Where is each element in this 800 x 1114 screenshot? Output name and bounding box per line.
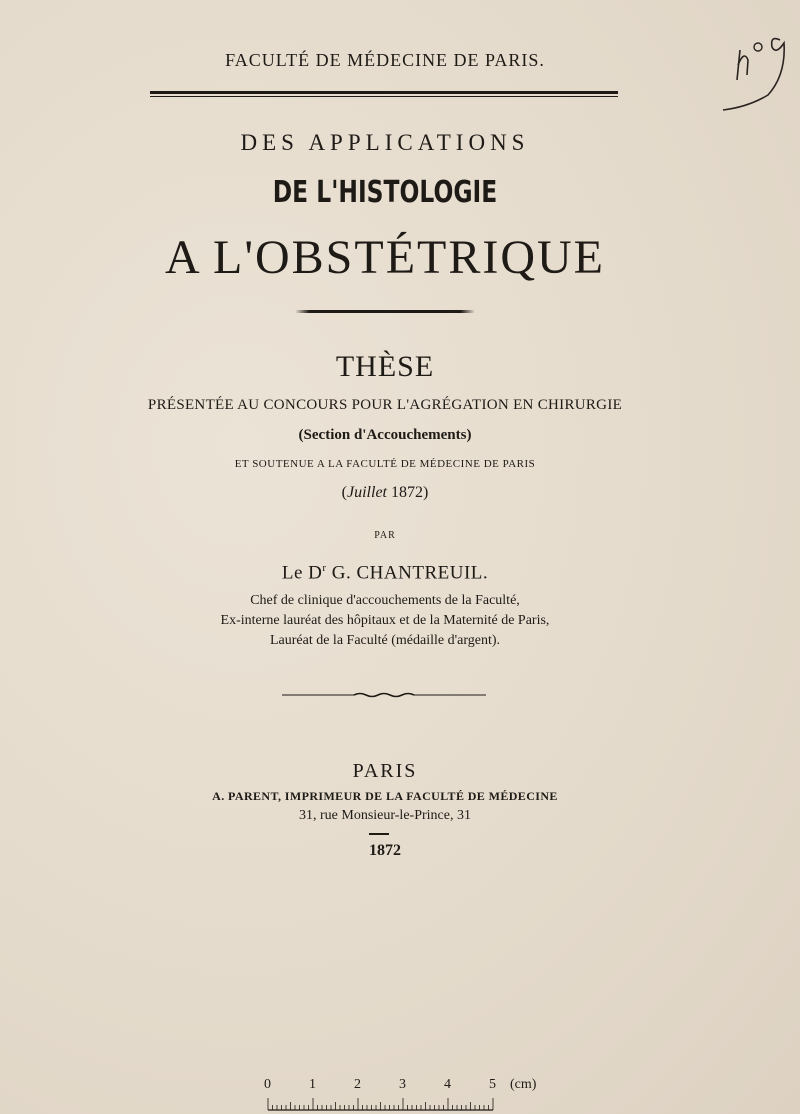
scale-unit: (cm): [510, 1077, 537, 1092]
by-label: PAR: [374, 530, 396, 541]
handwritten-annotation-n9: [718, 25, 793, 115]
ornamental-divider: [282, 692, 486, 698]
author-credential: Lauréat de la Faculté (médaille d'argent).: [269, 633, 501, 648]
top-double-rule: [150, 91, 618, 94]
author-credential: Ex-interne lauréat des hôpitaux et de la Maternité de Paris,: [220, 613, 550, 628]
author-credential: Chef de clinique d'accouchements de la Faculté,: [250, 593, 520, 608]
scale-ticks: [268, 1098, 493, 1110]
thesis-section-line: (Section d'Accouchements): [298, 427, 472, 443]
imprint-city: PARIS: [352, 760, 418, 782]
author-name-line: [0, 562, 770, 584]
scale-label: 4: [444, 1077, 451, 1092]
imprint-dash: [369, 833, 389, 835]
title-line-3: A L'OBSTÉTRIQUE: [165, 231, 605, 284]
thesis-date-month: Juillet: [347, 484, 387, 501]
thesis-presented-line: PRÉSENTÉE AU CONCOURS POUR L'AGRÉGATION EN CHIRURGIE: [147, 397, 623, 413]
author-name: G. CHANTREUIL.: [331, 562, 489, 584]
thesis-date: (Juillet 1872): [341, 484, 429, 501]
scale-label: 3: [399, 1077, 406, 1092]
scale-label: 2: [354, 1077, 361, 1092]
author-prefix: Le D: [281, 562, 323, 584]
thesis-defended-line: ET SOUTENUE A LA FACULTÉ DE MÉDECINE DE PARIS: [234, 458, 536, 470]
title-line-1: DES APPLICATIONS: [240, 130, 530, 155]
imprint-printer: A. PARENT, IMPRIMEUR DE LA FACULTÉ DE MÉDECINE: [212, 789, 558, 803]
author-prefix-sup: r: [322, 562, 327, 574]
thesis-heading: THÈSE: [335, 350, 435, 383]
scale-label: 5: [489, 1077, 496, 1092]
imprint-year: 1872: [369, 842, 401, 859]
scale-label: 1: [309, 1077, 316, 1092]
imprint-address: 31, rue Monsieur-le-Prince, 31: [299, 808, 471, 823]
scale-bar: [258, 1076, 508, 1114]
faculty-heading: FACULTÉ DE MÉDECINE DE PARIS.: [225, 50, 545, 70]
scale-label: 0: [264, 1077, 271, 1092]
title-line-2: DE L'HISTOLOGIE: [272, 175, 498, 210]
thesis-date-year: 1872: [390, 484, 423, 501]
title-rule: [295, 310, 475, 313]
